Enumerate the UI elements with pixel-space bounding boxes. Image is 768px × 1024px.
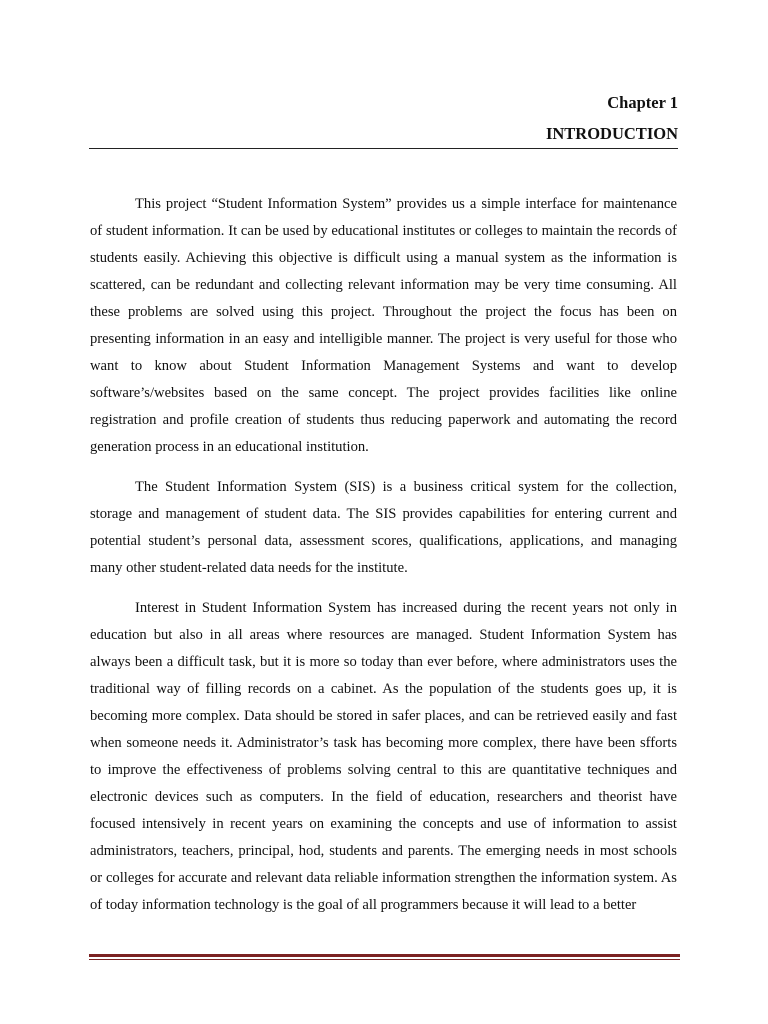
paragraph-project-overview: This project “Student Information System” provides us a simple interface for maintenance of student information. It can be used by educational institutes or colleges to maintain the records of students easily. Achieving this objective is difficult using a manual system as the information is scattered, can be redundant and collecting relevant information may be very time consuming. All these problems are solved using this project. Throughout the project the focus has been on presenting information in an easy and intelligible manner. The project is very useful for those who want to know about Student Information Management Systems and want to develop software’s/websites based on the same concept. The project provides facilities like online registration and profile creation of students thus reducing paperwork and automating the record generation process in an educational institution. bbox=[90, 196, 677, 455]
footer-divider-thick-line bbox=[89, 954, 680, 957]
footer-divider-thin-line bbox=[89, 959, 680, 960]
footer-divider bbox=[89, 954, 680, 960]
body-text bbox=[90, 191, 677, 919]
chapter-header bbox=[89, 91, 678, 146]
chapter-label: Chapter 1 bbox=[607, 93, 678, 112]
header-divider bbox=[89, 148, 678, 149]
chapter-title: INTRODUCTION bbox=[545, 124, 678, 143]
paragraph-sis-definition: The Student Information System (SIS) is a business critical system for the collection, storage and management of student data. The SIS provides capabilities for entering current and potential student’s personal data, assessment scores, qualifications, applications, and managing many other student-related data needs for the institute. bbox=[90, 479, 677, 576]
paragraph-sis-interest: Interest in Student Information System has increased during the recent years not only in education but also in all areas where resources are managed. Student Information System has always been a difficult task, but it is more so today than ever before, where administrators uses the traditional way of filling records on a cabinet. As the population of the students goes up, it is becoming more complex. Data should be stored in safer places, and can be retrieved easily and fast when someone needs it. Administrator’s task has becoming more complex, there have been sfforts to improve the effectiveness of problems solving central to this are quantitative techniques and electronic devices such as computers. In the field of education, researchers and theorist have focused intensively in recent years on examining the concepts and use of information to assist administrators, teachers, principal, hod, students and parents. The emerging needs in most schools or colleges for accurate and relevant data reliable information strengthen the information system. As of today information technology is the goal of all programmers because it will lead to a better bbox=[90, 600, 677, 913]
